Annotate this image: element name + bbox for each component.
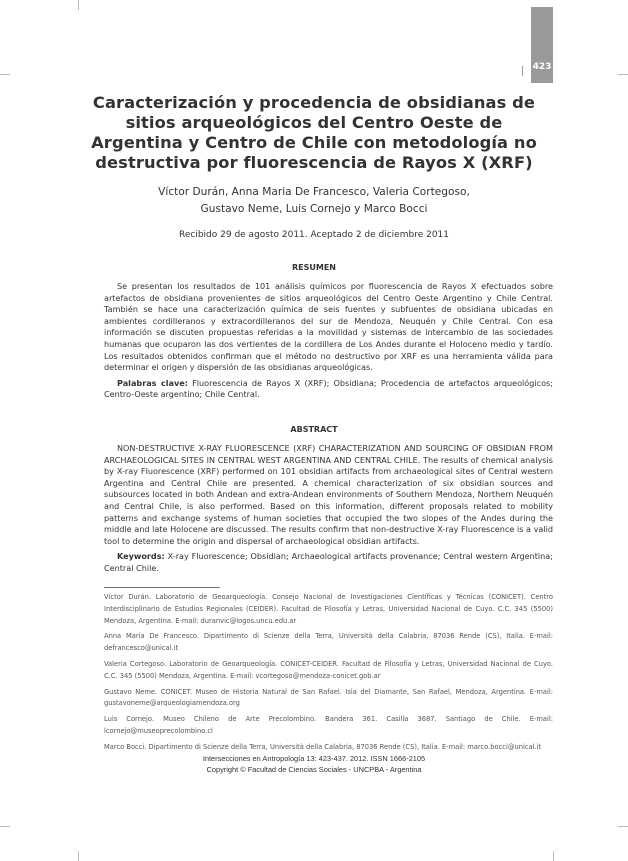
footnote-divider bbox=[104, 587, 220, 588]
abstract-keywords-label: Keywords: bbox=[117, 551, 165, 562]
resumen-body: Se presentan los resultados de 101 análisis químicos por fluorescencia de Rayos X efectuados sobre artefactos de obsidiana provenientes de sitios arqueológicos del Centro Oeste Argentino y Chile Central. También se hace una caracterización química de seis fuentes y subfuentes de obsidiana ubicadas en ambientes cordilleranos y extracordilleranos del sur de Mendoza, Neuquén y Chile Central. Con esa información se discuten propuestas referidas a la movilidad y sistemas de intercambio de las sociedades humanas que ocuparon las dos vertientes de la cordillera de Los Andes durante el Holoceno medio y tardío. Los resultados obtenidos confirman que el método no destructivo por XRF es una herramienta válida para determinar el origen y dispersión de las obsidianas arqueológicas. bbox=[104, 281, 553, 373]
journal-footer bbox=[80, 754, 548, 775]
crop-mark bbox=[618, 826, 628, 827]
crop-mark bbox=[0, 826, 10, 827]
crop-mark bbox=[0, 74, 10, 75]
article-title: Caracterización y procedencia de obsidianas de sitios arqueológicos del Centro Oeste de Argentina y Centro de Chile con metodología no destructiva por fluorescencia de Rayos X (XRF) bbox=[91, 93, 537, 172]
authors-line-1: Víctor Durán, Anna Maria De Francesco, Valeria Cortegoso, bbox=[158, 186, 470, 198]
affiliation-bocci: Marco Bocci. Dipartimento di Scienze della Terra, Università della Calabria, 87036 Rende (CS), Italia. E-mail: marco.bocci@unical.it bbox=[104, 742, 542, 751]
abstract-keywords bbox=[104, 551, 553, 574]
crop-mark bbox=[78, 0, 79, 10]
received-dates: Recibido 29 de agosto 2011. Aceptado 2 de diciembre 2011 bbox=[179, 230, 449, 240]
authors bbox=[80, 184, 548, 217]
abstract-keywords-text: X-ray Fluorescence; Obsidian; Archaeological artifacts provenance; Central western Argentina; Central Chile. bbox=[104, 551, 553, 573]
footer-copyright: Copyright © Facultad de Ciencias Sociales - UNCPBA - Argentina bbox=[206, 764, 422, 774]
affiliation-cornejo: Luis Cornejo. Museo Chileno de Arte Precolombino. Bandera 361. Casilla 3687. Santiago de Chile. E-mail: lcornejo@museoprecolombino.cl bbox=[104, 715, 553, 735]
crop-mark bbox=[618, 74, 628, 75]
resumen-section bbox=[104, 281, 553, 401]
abstract-heading: ABSTRACT bbox=[290, 425, 338, 434]
affiliation-cortegoso: Valeria Cortegoso. Laboratorio de Geoarqueología. CONICET-CEIDER. Facultad de Filosofía y Letras, Universidad Nacional de Cuyo. C.C. 345 (5500) Mendoza, Argentina. E-mail: vcortegoso@mendoza-conicet.gob.ar bbox=[104, 659, 553, 680]
authors-line-2: Gustavo Neme, Luis Cornejo y Marco Bocci bbox=[200, 202, 428, 215]
resumen-heading: RESUMEN bbox=[291, 263, 336, 272]
affiliation-duran: Víctor Durán. Laboratorio de Geoarqueología. Consejo Nacional de Investigaciones Científicas y Técnicas (CONICET). Centro Interdisciplinario de Estudios Regionales (CEIDER). Facultad de Filosofía y Letras, Universidad Nacional de Cuyo. C.C. 345 (5500) Mendoza, Argentina. E-mail: duranvic@logos.uncu.edu.ar bbox=[104, 593, 553, 625]
page-number: 423 bbox=[532, 62, 552, 72]
footer-citation: Intersecciones en Antropología 13: 423-437. 2012. ISSN 1666-2105 bbox=[202, 754, 426, 763]
resumen-keywords bbox=[104, 378, 553, 401]
crop-mark bbox=[553, 851, 554, 861]
crop-mark bbox=[78, 851, 79, 861]
header-rule bbox=[522, 66, 523, 76]
abstract-body: NON-DESTRUCTIVE X-RAY FLUORESCENCE (XRF) CHARACTERIZATION AND SOURCING OF OBSIDIAN FROM ARCHAEOLOGICAL SITES IN CENTRAL WEST ARGENTINA AND CENTRAL CHILE. The results of chemical analysis by X-ray Fluorescence (XRF) performed on 101 obsidian artifacts from archaeological sites of Central western Argentina and Central Chile are presented. A chemical characterization of six obsidian sources and subsources located in both Andean and extra-Andean environments of Southern Mendoza, Northern Neuquén and Central Chile, is also performed. Based on this information, different proposals related to mobility patterns and exchange systems of human societies that occupied the two slopes of the Andes during the middle and late Holocene are discussed. The results confirm that non-destructive X-ray Fluorescence is a valid tool to determine the origin and dispersal of archaeological obsidian artifacts. bbox=[104, 443, 553, 546]
resumen-keywords-text: Fluorescencia de Rayos X (XRF); Obsidiana; Procedencia de artefactos arqueológicos; Centro-Oeste argentino; Chile Central. bbox=[104, 377, 553, 400]
abstract-section bbox=[104, 443, 553, 575]
resumen-keywords-label: Palabras clave: bbox=[117, 377, 188, 388]
affiliation-de-francesco: Anna Maria De Francesco. Dipartimento di Scienze della Terra, Università della Calabria, 87036 Rende (CS), Italia. E-mail: defrancesco@unical.it bbox=[104, 632, 553, 653]
affiliations bbox=[104, 592, 553, 754]
affiliation-neme: Gustavo Neme. CONICET. Museo de Historia Natural de San Rafael. Isla del Diamante, San Rafael, Mendoza, Argentina. E-mail: gustavoneme@arqueologiamendoza.org bbox=[104, 687, 553, 708]
